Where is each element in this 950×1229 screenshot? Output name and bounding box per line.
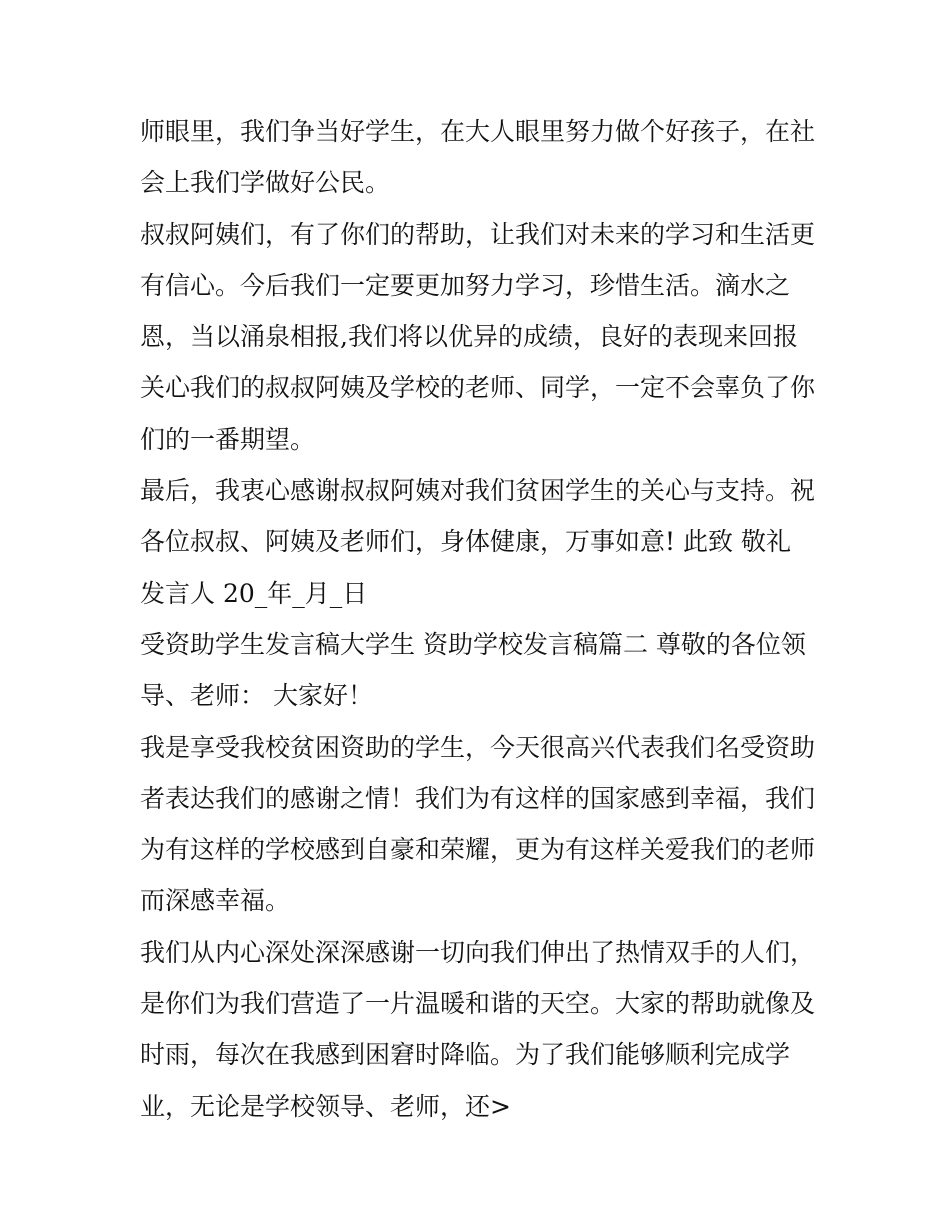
text-line-19: 时雨，每次在我感到困窘时降临。为了我们能够顺利完成学 [140, 1040, 791, 1070]
text-line-17: 我们从内心深处深深感谢一切向我们伸出了热情双手的人们， [140, 937, 816, 967]
text-line-13: 我是享受我校贫困资助的学生，今天很高兴代表我们名受资助 [140, 732, 816, 762]
text-line-8: 最后，我衷心感谢叔叔阿姨对我们贫困学生的关心与支持。祝 [140, 476, 816, 506]
text-line-12: 导、老师： 大家好！ [140, 681, 373, 711]
text-line-10: 发言人 20_年_月_日 [140, 578, 368, 608]
text-line-18: 是你们为我们营造了一片温暖和谐的天空。大家的帮助就像及 [140, 989, 816, 1019]
text-line-6: 关心我们的叔叔阿姨及学校的老师、同学，一定不会辜负了你 [140, 373, 816, 403]
text-line-4: 有信心。今后我们一定要更加努力学习，珍惜生活。滴水之 [140, 270, 791, 300]
text-line-11: 受资助学生发言稿大学生 资助学校发言稿篇二 尊敬的各位领 [140, 629, 806, 659]
text-line-7: 们的一番期望。 [140, 424, 316, 454]
text-line-16: 而深感幸福。 [140, 886, 291, 916]
text-line-9: 各位叔叔、阿姨及老师们，身体健康，万事如意! 此致 敬礼 [140, 527, 791, 557]
document-text [140, 106, 820, 1132]
text-line-5: 恩，当以涌泉相报,我们将以优异的成绩，良好的表现来回报 [140, 322, 798, 352]
text-line-2: 会上我们学做好公民。 [140, 168, 391, 198]
text-line-15: 为有这样的学校感到自豪和荣耀，更为有这样关爱我们的老师 [140, 835, 816, 865]
text-line-20: 业，无论是学校领导、老师，还> [140, 1091, 511, 1121]
text-line-1: 师眼里，我们争当好学生，在大人眼里努力做个好孩子，在社 [140, 117, 816, 146]
text-line-14: 者表达我们的感谢之情！我们为有这样的国家感到幸福，我们 [140, 783, 816, 813]
text-line-3: 叔叔阿姨们，有了你们的帮助，让我们对未来的学习和生活更 [140, 219, 816, 249]
